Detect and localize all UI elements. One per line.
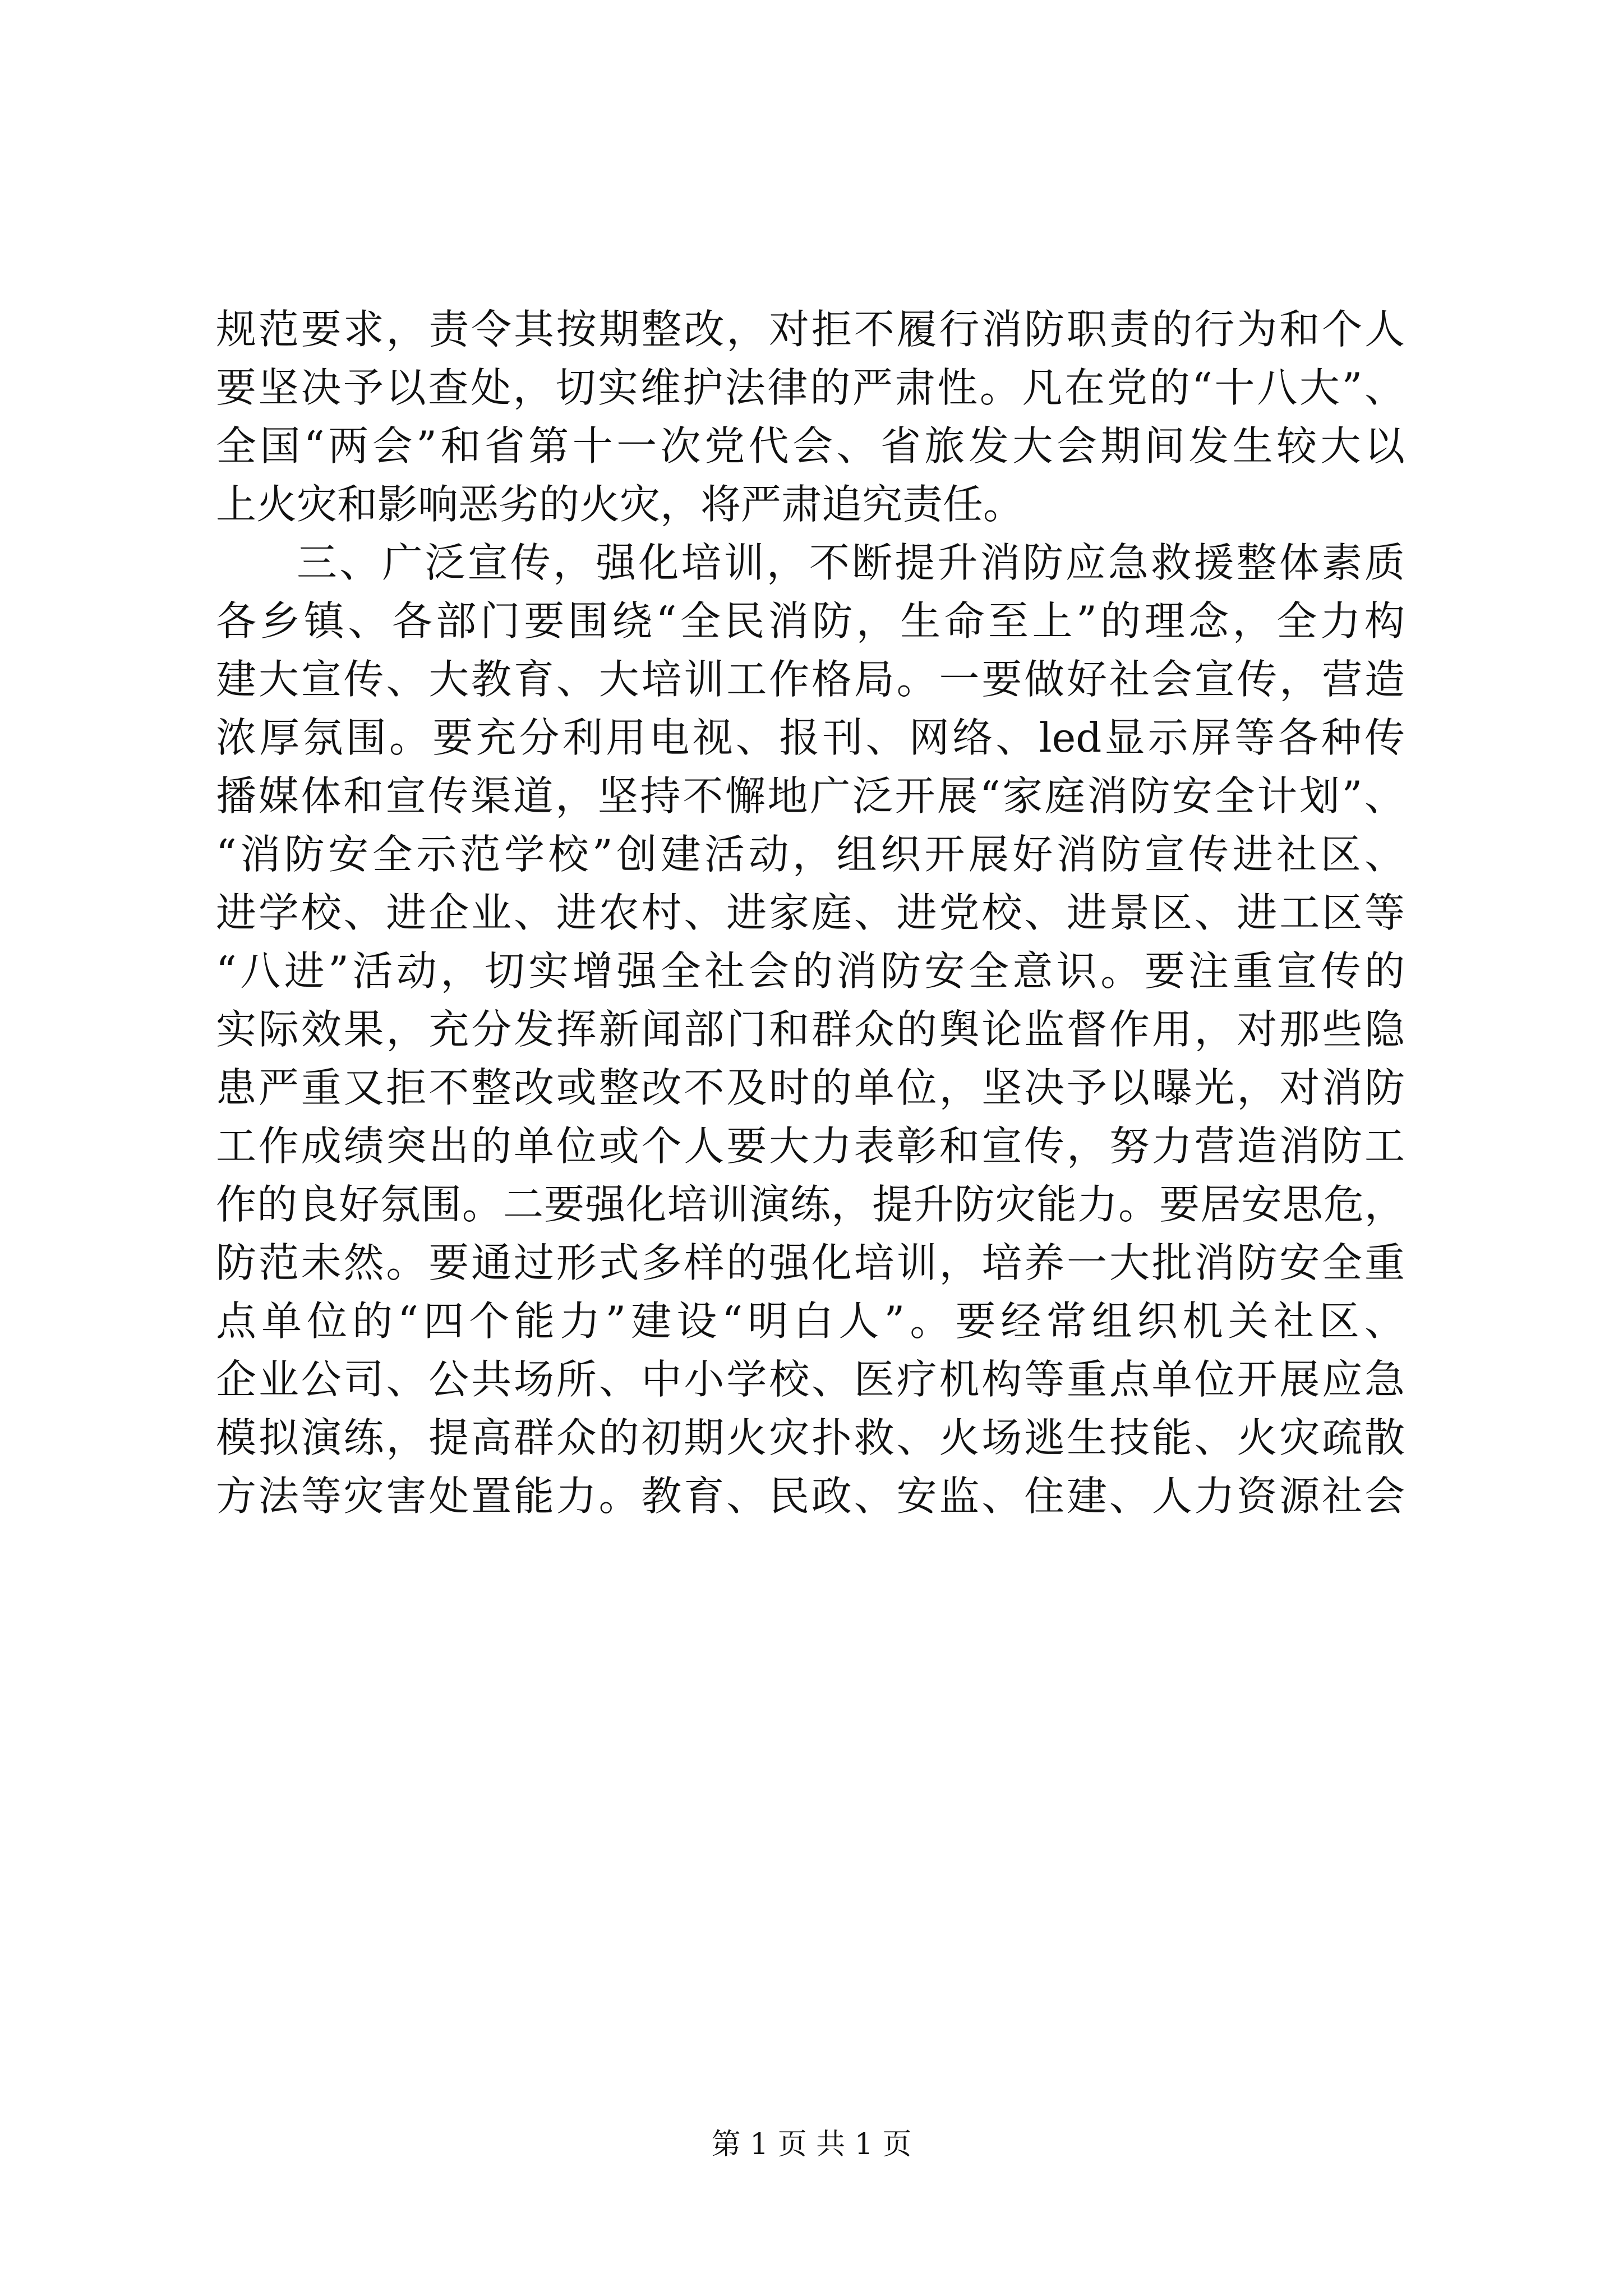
text-line: 进学校、进企业、进农村、进家庭、进党校、进景区、进工区等 <box>216 889 1405 936</box>
text-line: 各乡镇、各部门要围绕“全民消防，生命至上”的理念，全力构 <box>216 597 1405 645</box>
text-line: 全国“两会”和省第十一次党代会、省旅发大会期间发生较大以 <box>216 422 1405 470</box>
text-line: “消防安全示范学校”创建活动，组织开展好消防宣传进社区、 <box>216 831 1405 878</box>
text-line: 模拟演练，提高群众的初期火灾扑救、火场逃生技能、火灾疏散 <box>216 1414 1405 1461</box>
text-line: 作的良好氛围。二要强化培训演练，提升防灾能力。要居安思危， <box>216 1181 1405 1228</box>
document-body <box>216 300 1405 1525</box>
text-line: 要坚决予以查处，切实维护法律的严肃性。凡在党的“十八大”、 <box>216 364 1405 411</box>
section-heading: 三、广泛宣传，强化培训，不断提升消防应急救援整体素质 <box>297 539 1405 586</box>
text-line: 播媒体和宣传渠道，坚持不懈地广泛开展“家庭消防安全计划”、 <box>216 772 1405 820</box>
text-line: 工作成绩突出的单位或个人要大力表彰和宣传，努力营造消防工 <box>216 1122 1405 1170</box>
text-line: 企业公司、公共场所、中小学校、医疗机构等重点单位开展应急 <box>216 1356 1405 1403</box>
text-line: 浓厚氛围。要充分利用电视、报刊、网络、led显示屏等各种传 <box>216 714 1405 761</box>
text-line: 点单位的“四个能力”建设“明白人”。要经常组织机关社区、 <box>216 1297 1405 1345</box>
text-line: 上火灾和影响恶劣的火灾，将严肃追究责任。 <box>216 481 1024 528</box>
text-line: 建大宣传、大教育、大培训工作格局。一要做好社会宣传，营造 <box>216 656 1405 703</box>
text-line: 防范未然。要通过形式多样的强化培训，培养一大批消防安全重 <box>216 1239 1405 1286</box>
text-line: “八进”活动，切实增强全社会的消防安全意识。要注重宣传的 <box>216 947 1405 995</box>
text-line: 实际效果，充分发挥新闻部门和群众的舆论监督作用，对那些隐 <box>216 1006 1405 1053</box>
text-line: 患严重又拒不整改或整改不及时的单位，坚决予以曝光，对消防 <box>216 1064 1405 1111</box>
text-line: 方法等灾害处置能力。教育、民政、安监、住建、人力资源社会 <box>216 1473 1405 1520</box>
page-number-footer: 第 1 页 共 1 页 <box>711 2128 912 2161</box>
text-line: 规范要求，责令其按期整改，对拒不履行消防职责的行为和个人 <box>216 306 1405 353</box>
